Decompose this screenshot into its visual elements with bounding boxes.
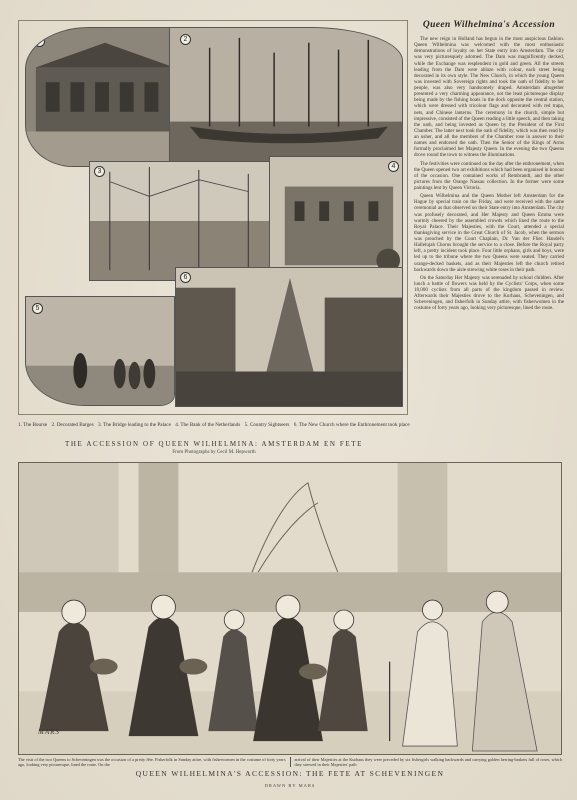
caption-3: 3. The Bridge leading to the Palace (97, 422, 171, 428)
article-body (414, 36, 564, 312)
bourse-drawing (26, 28, 184, 166)
article-paragraph-2: The festivities were continued on the day after the enthronement, when the Queen opened two art exhibitions which had been organised in honour of the occasion. One contained works of Rembrandt, and the other pictures from the Orange Nassau collection. In the former were some paintings lent by Queen Victoria. (414, 160, 565, 191)
caption-5: 5. Country Sightseers (244, 422, 290, 428)
article-title: Queen Wilhelmina's Accession (422, 20, 556, 30)
article-paragraph-4: On the Saturday Her Majesty was serenaded by school children. After lunch a battle of flowers was held by the Cyclists' Corps, when some 18,000 cyclists from all parts of the kingdom passed in review. Afterwards their Majesties drove to the Kurhaus, Scheveningen, and Scheveningen, and fisherfolk in Sunday attire, with fisherwomen in the costume of forty years ago, looking very picturesque, lined the route. (414, 274, 564, 312)
artist-signature: MARS (38, 728, 60, 736)
caption-2: 2. Decorated Barges (51, 422, 94, 428)
photo-montage-frame (18, 20, 408, 415)
caption-6: 6. The New Church where the Enthronement took place (293, 422, 410, 428)
photo-number-1: 1 (34, 36, 45, 47)
sightseers-drawing (26, 297, 174, 405)
article-column (414, 20, 564, 460)
article-paragraph-1: The new reign in Holland has begun in the most auspicious fashion. Queen Wilhelmina was welcomed with the most enthusiastic demonstrations of loyalty on her State entry into Amsterdam. The city was very picturesquely adorned. The Dam was magnificently decked, while the Exchange was resplendent in gold and green. All the streets leading from the Dam were ablaze with colour, each street being decorated in its own style. The New Church, in which the young Queen was invested with Sovereign rights and took the oath of fidelity to her people, was also very handsomely draped. Amsterdam altogether presented a very charming appearance, not the least picturesque display being made by the fishing boats in the dock opposite the central station, which were dressed with tricolour flags and decorated with red trapa, nets, and Chinese lanterns. The ceremony in the church, simple but impressive, consisted of the Queen reading a little speech, and then taking the oath, and being invested as Queen by the President of the First Chamber. The latter next took the oath of fidelity, which was then read by an usher, and all the members of the Chamber rose in answer to their names and endorsed the oath. Then the Senior of the Kings of Arms formally proclaimed her Majesty Queen. In the evening the two Queens drove round the town to witness the illuminations. (414, 36, 564, 159)
bottom-caption-left: The visit of the two Queens to Scheveningen was the occasion of a pretty fête. Fisherfolk in Sunday attire, with fisherwomen in the costume of forty years ago, looking very picturesque, lined the route. On the (18, 757, 286, 767)
caption-divider (290, 757, 291, 767)
bank-drawing (270, 157, 402, 285)
photo-bourse (25, 27, 185, 167)
caption-1: 1. The Bourse (18, 422, 48, 428)
bottom-section-title: QUEEN WILHELMINA'S ACCESSION: THE FETE AT SCHEVENINGEN (135, 769, 445, 778)
bottom-section-credit: DRAWN BY MARS (264, 783, 316, 788)
photo-country-sightseers (25, 296, 175, 406)
bridge-drawing (90, 162, 273, 280)
photo-number-4: 4 (388, 161, 399, 172)
top-section-title: THE ACCESSION OF QUEEN WILHELMINA: AMSTERDAM EN FETE (65, 440, 363, 448)
barges-drawing (170, 28, 402, 161)
photo-captions (18, 422, 410, 436)
photo-bridge-palace (89, 161, 274, 281)
photo-number-6: 6 (180, 272, 191, 283)
photo-number-2: 2 (180, 34, 191, 45)
top-section-credit: From Photographs by Cecil M. Hepworth (172, 450, 256, 455)
church-drawing (176, 268, 402, 406)
scheveningen-illustration (18, 462, 562, 755)
bottom-caption-right: arrival of their Majesties at the Kurhaus they were preceded by six fishergirls walking backwards and carrying golden herring-baskets full of roses, which they strewed in their Majesties' path (294, 757, 562, 767)
bottom-caption (18, 757, 562, 767)
photo-number-5: 5 (32, 303, 43, 314)
photo-number-3: 3 (94, 166, 105, 177)
article-paragraph-3: Queen Wilhelmina and the Queen Mother left Amsterdam for the Hague by special train on the Friday, and were received with the same ceremonial as that observed on their State entry into Amsterdam. The city was profusely decorated, and Her Majesty and Queen Emma were warmly cheered by the assembled crowds which lined the route to the Royal Palace. Their Majesties, with the Court, attended a special thanksgiving service in the Great Church of St. Jacob, when the sermon was preached by the Court Chaplain, Dr. Van der Flier. Handel's Hallelujah Chorus brought the service to a close. Before the Royal party left, a pretty incident took place. Four little orphans, girls and boys, were led up to the tribune where the two Queens were seated. They carried orange-decked baskets, and as their Majesties left the church retired backwards down the aisle strewing white roses in their path. (414, 193, 564, 273)
photo-decorated-barges (169, 27, 403, 162)
photo-new-church (175, 267, 403, 407)
fete-drawing (19, 463, 561, 754)
caption-4: 4. The Bank of the Netherlands (175, 422, 241, 428)
